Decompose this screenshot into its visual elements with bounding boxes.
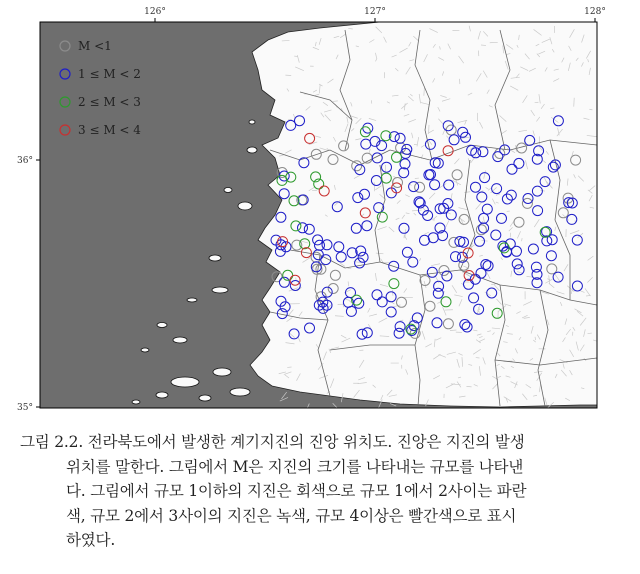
lat-tick-label: 35°	[17, 403, 33, 413]
caption-line: 위치를 말한다. 그림에서 M은 지진의 크기를 나타내는 규모를 나타낸	[66, 457, 524, 476]
lat-tick-label: 36°	[17, 156, 33, 166]
land-area	[250, 22, 597, 407]
legend-label: 1 ≤ M < 2	[78, 67, 141, 81]
caption-line: 다. 그림에서 규모 1이하의 지진은 회색으로 규모 1에서 2사이는 파란	[66, 482, 527, 500]
lon-tick-label: 127°	[364, 7, 386, 17]
caption-line: 그림 2.2. 전라북도에서 발생한 계기지진의 진앙 위치도. 진앙은 지진의 발생	[20, 433, 525, 451]
caption-line: 하였다.	[66, 531, 116, 549]
legend-label: 3 ≤ M < 4	[78, 123, 141, 137]
lon-tick-label: 128°	[584, 7, 606, 17]
caption-line: 색, 규모 2에서 3사이의 지진은 녹색, 규모 4이상은 빨간색으로 표시	[66, 506, 517, 525]
figure-caption	[20, 430, 625, 553]
legend-label: 2 ≤ M < 3	[78, 95, 141, 109]
legend-label: M <1	[78, 39, 112, 53]
lon-tick-label: 126°	[144, 7, 166, 17]
